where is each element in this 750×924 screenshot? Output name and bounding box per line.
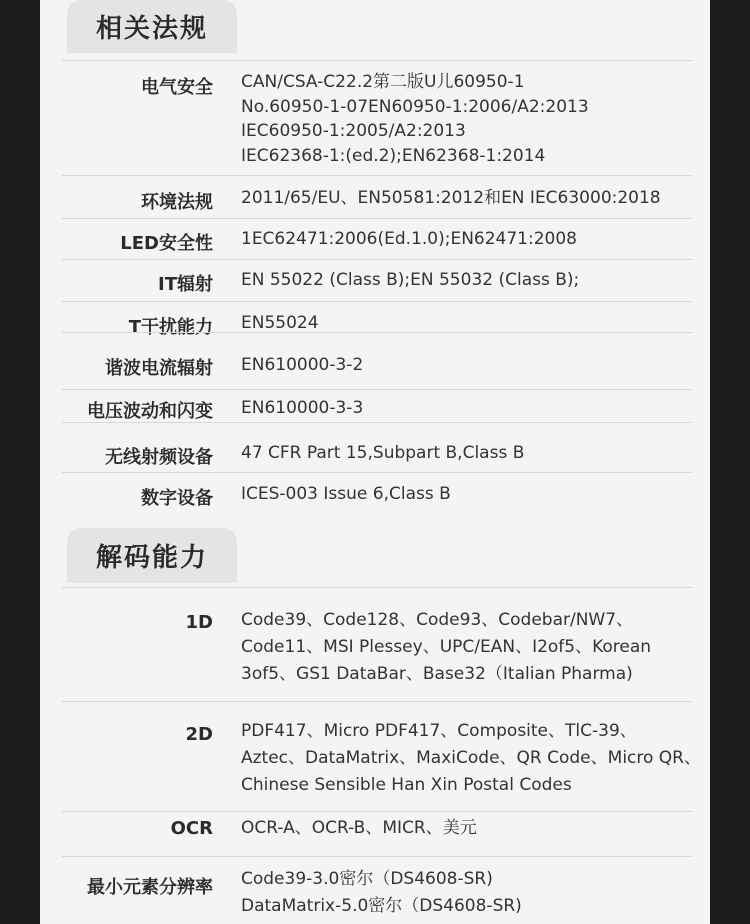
divider xyxy=(62,218,692,219)
value-line: OCR-A、OCR-B、MICR、美元 xyxy=(241,818,477,838)
row-label: IT辐射 xyxy=(158,274,213,295)
value-line: 3of5、GS1 DataBar、Base32（Italian Pharma) xyxy=(241,664,633,684)
divider xyxy=(62,472,692,473)
value-line: 2011/65/EU、EN50581:2012和EN IEC63000:2018 xyxy=(241,188,661,208)
value-line: IEC62368-1:(ed.2);EN62368-1:2014 xyxy=(241,145,546,166)
value-line: Aztec、DataMatrix、MaxiCode、QR Code、Micro QR、 xyxy=(241,748,701,768)
row-value xyxy=(241,866,522,920)
section-title-decoding: 解码能力 xyxy=(67,528,237,583)
row-label: OCR xyxy=(170,818,213,839)
row-label: 数字设备 xyxy=(141,488,213,509)
value-line: CAN/CSA-C22.2第二版U儿60950-1 xyxy=(241,72,525,92)
value-line: Code39-3.0密尔（DS4608-SR) xyxy=(241,869,493,889)
row-value xyxy=(241,482,451,507)
value-line: DataMatrix-5.0密尔（DS4608-SR) xyxy=(241,896,522,916)
value-line: 47 CFR Part 15,Subpart B,Class B xyxy=(241,443,525,463)
divider xyxy=(62,259,692,260)
row-value xyxy=(241,227,577,252)
value-line: EN610000-3-3 xyxy=(241,398,364,418)
value-line: Code39、Code128、Code93、Codebar/NW7、 xyxy=(241,610,634,630)
value-line: Code11、MSI Plessey、UPC/EAN、I2of5、Korean xyxy=(241,637,652,657)
row-label: 无线射频设备 xyxy=(105,447,213,468)
section-title-regulations: 相关法规 xyxy=(67,0,237,53)
divider xyxy=(62,175,692,176)
row-value xyxy=(241,607,651,688)
row-value xyxy=(241,441,524,466)
value-line: EN610000-3-2 xyxy=(241,355,364,375)
row-label: 1D xyxy=(185,612,213,633)
row-value xyxy=(241,186,661,211)
value-line: ICES-003 Issue 6,Class B xyxy=(241,484,451,504)
row-value xyxy=(241,70,589,168)
value-line: EN55024 xyxy=(241,313,319,333)
row-label: T干扰能力 xyxy=(128,317,213,338)
spec-page xyxy=(40,0,710,924)
divider xyxy=(62,856,692,857)
divider xyxy=(62,422,692,423)
row-value xyxy=(241,353,363,378)
divider xyxy=(62,60,692,61)
row-value xyxy=(241,815,477,842)
row-label: 电气安全 xyxy=(141,77,213,98)
divider xyxy=(62,811,692,812)
divider xyxy=(62,701,692,702)
divider xyxy=(62,389,692,390)
divider xyxy=(62,332,692,333)
divider xyxy=(62,587,692,588)
row-label: LED安全性 xyxy=(120,233,213,254)
row-label: 2D xyxy=(185,724,213,745)
value-line: EN 55022 (Class B);EN 55032 (Class B); xyxy=(241,270,580,290)
value-line: IEC60950-1:2005/A2:2013 xyxy=(241,121,466,141)
value-line: PDF417、Micro PDF417、Composite、TlC-39、 xyxy=(241,721,637,741)
value-line: No.60950-1-07EN60950-1:2006/A2:2013 xyxy=(241,96,589,117)
row-label: 电压波动和闪变 xyxy=(87,401,213,422)
row-label: 谐波电流辐射 xyxy=(105,358,213,379)
row-value xyxy=(241,268,579,293)
row-value xyxy=(241,718,701,799)
value-line: 1EC62471:2006(Ed.1.0);EN62471:2008 xyxy=(241,229,577,249)
row-label: 环境法规 xyxy=(141,192,213,213)
row-value xyxy=(241,396,363,421)
value-line: Chinese Sensible Han Xin Postal Codes xyxy=(241,775,572,795)
divider xyxy=(62,301,692,302)
row-label: 最小元素分辨率 xyxy=(87,877,213,898)
